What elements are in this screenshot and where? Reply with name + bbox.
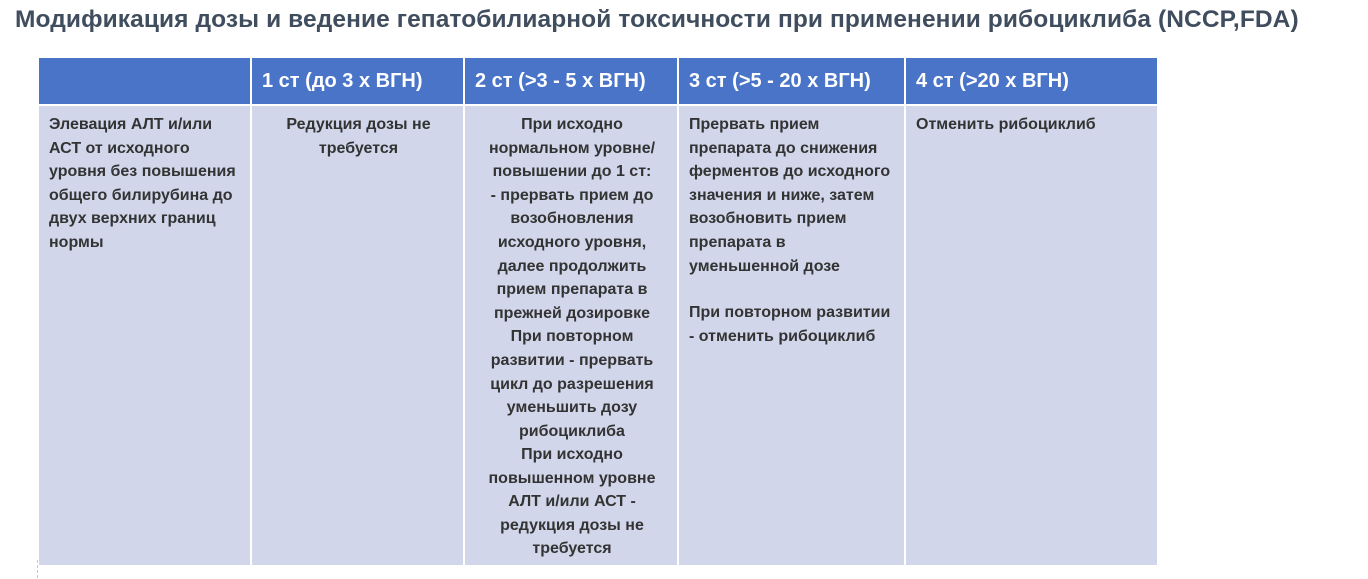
grade-1-cell: Редукция дозы не требуется bbox=[251, 105, 464, 566]
header-empty bbox=[38, 57, 251, 105]
grade-2-elevated-baseline: При исходно повышенном уровне АЛТ и/или АСТ - редукция дозы не требуется bbox=[488, 446, 656, 557]
grade-3-main: Прервать прием препарата до снижения ферментов до исходного значения и ниже, затем возобновить прием препарата в уменьшенной дозе bbox=[689, 116, 891, 275]
dose-modification-table bbox=[37, 56, 1159, 567]
header-grade-2: 2 ст (>3 - 5 х ВГН) bbox=[464, 57, 678, 105]
header-row bbox=[38, 57, 1158, 105]
grade-2-recurrence: При повторном развитии - прервать цикл до разрешения уменьшить дозу рибоциклиба bbox=[490, 328, 654, 440]
table-row bbox=[38, 105, 1158, 566]
grade-2-cell bbox=[464, 105, 678, 566]
header-grade-4: 4 ст (>20 х ВГН) bbox=[905, 57, 1158, 105]
paragraph-gap bbox=[689, 278, 896, 301]
grade-4-cell: Отменить рибоциклиб bbox=[905, 105, 1158, 566]
grade-3-cell bbox=[678, 105, 905, 566]
header-grade-1: 1 ст (до 3 х ВГН) bbox=[251, 57, 464, 105]
condition-cell: Элевация АЛТ и/или АСТ от исходного уровня без повышения общего билирубина до двух верхних границ нормы bbox=[38, 105, 251, 566]
slide-title: Модификация дозы и ведение гепатобилиарной токсичности при применении рибоциклиба (NCCP,FDA) bbox=[15, 6, 1299, 33]
header-grade-3: 3 ст (>5 - 20 х ВГН) bbox=[678, 57, 905, 105]
grade-2-interrupt: - прервать прием до возобновления исходного уровня, далее продолжить прием препарата в прежней дозировке bbox=[490, 186, 654, 322]
grade-3-recurrence: При повторном развитии - отменить рибоциклиб bbox=[689, 304, 891, 345]
grade-2-normal-baseline: При исходно нормальном уровне/повышении до 1 ст: bbox=[488, 116, 656, 181]
slide-edge-guide bbox=[37, 560, 38, 578]
